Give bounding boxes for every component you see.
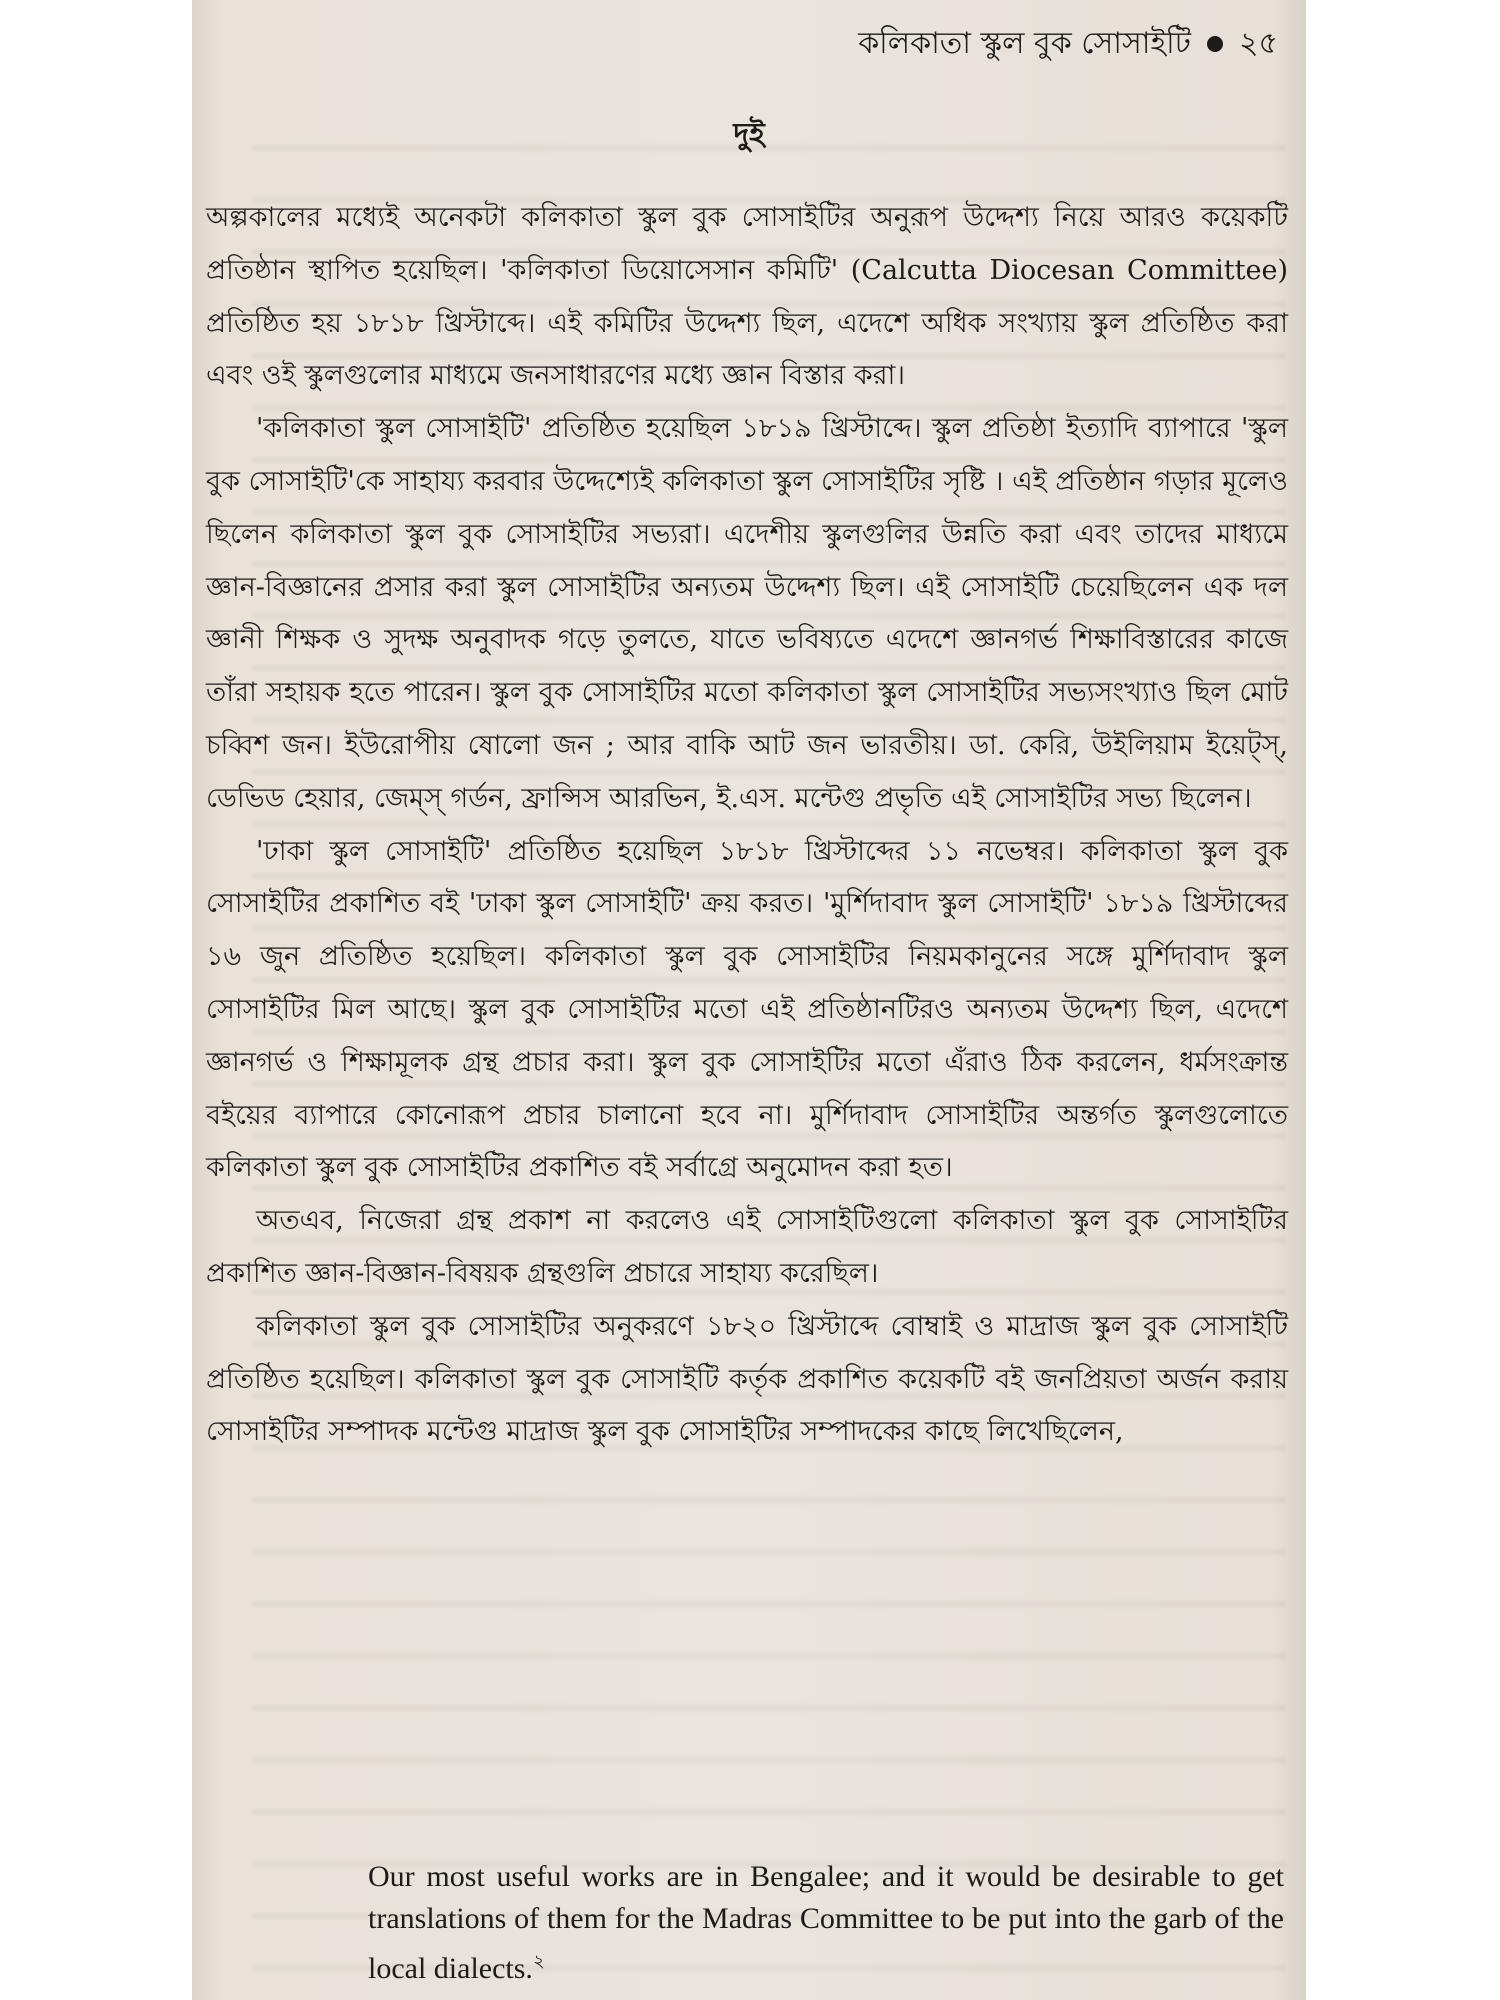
paragraph: কলিকাতা স্কুল বুক সোসাইটির অনুকরণে ১৮২০ খ্রিস্টাব্দে বোম্বাই ও মাদ্রাজ স্কুল বুক সোসাইটি প্রতিষ্ঠিত হয়েছিল। কলিকাতা স্কুল বুক সোসাইটি কর্তৃক প্রকাশিত কয়েকটি বই জনপ্রিয়তা অর্জন করায় সোসাইটির সম্পাদক মন্টেগু মাদ্রাজ স্কুল বুক সোসাইটির সম্পাদকের কাছে লিখেছিলেন,: [206, 1310, 1288, 1448]
block-quote: [368, 1856, 1284, 1990]
paragraph: 'কলিকাতা স্কুল সোসাইটি' প্রতিষ্ঠিত হয়েছিল ১৮১৯ খ্রিস্টাব্দে। স্কুল প্রতিষ্ঠা ইত্যাদি ব্যাপারে 'স্কুল বুক সোসাইটি'কে সাহায্য করবার উদ্দেশ্যেই কলিকাতা স্কুল সোসাইটির সৃষ্টি । এই প্রতিষ্ঠান গড়ার মূলেও ছিলেন কলিকাতা স্কুল বুক সোসাইটির সভ্যরা। এদেশীয় স্কুলগুলির উন্নতি করা এবং তাদের মাধ্যমে জ্ঞান-বিজ্ঞানের প্রসার করা স্কুল সোসাইটির অন্যতম উদ্দেশ্য ছিল। এই সোসাইটি চেয়েছিলেন এক দল জ্ঞানী শিক্ষক ও সুদক্ষ অনুবাদক গড়ে তুলতে, যাতে ভবিষ্যতে এদেশে জ্ঞানগর্ভ শিক্ষাবিস্তারের কাজে তাঁরা সহায়ক হতে পারেন। স্কুল বুক সোসাইটির মতো কলিকাতা স্কুল সোসাইটির সভ্যসংখ্যাও ছিল মোট চব্বিশ জন। ইউরোপীয় ষোলো জন ; আর বাকি আট জন ভারতীয়। ডা. কেরি, উইলিয়াম ইয়েট্স্, ডেভিড হেয়ার, জেম্স্ গর্ডন, ফ্রান্সিস আরভিন, ই.এস. মন্টেগু প্রভৃতি এই সোসাইটির সভ্য ছিলেন।: [206, 413, 1288, 814]
paragraph: অল্পকালের মধ্যেই অনেকটা কলিকাতা স্কুল বুক সোসাইটির অনুরূপ উদ্দেশ্য নিয়ে আরও কয়েকটি প্রতিষ্ঠান স্থাপিত হয়েছিল। 'কলিকাতা ডিয়োসেসান কমিটি' (Calcutta Diocesan Committee) প্রতিষ্ঠিত হয় ১৮১৮ খ্রিস্টাব্দে। এই কমিটির উদ্দেশ্য ছিল, এদেশে অধিক সংখ্যায় স্কুল প্রতিষ্ঠিত করা এবং ওই স্কুলগুলোর মাধ্যমে জনসাধারণের মধ্যে জ্ঞান বিস্তার করা।: [206, 202, 1288, 392]
bullet-dot-icon: [1207, 36, 1223, 52]
paragraph: অতএব, নিজেরা গ্রন্থ প্রকাশ না করলেও এই সোসাইটিগুলো কলিকাতা স্কুল বুক সোসাইটির প্রকাশিত জ্ঞান-বিজ্ঞান-বিষয়ক গ্রন্থগুলি প্রচারে সাহায্য করেছিল।: [206, 1205, 1288, 1289]
page-number: ২৫: [1239, 25, 1278, 61]
running-header: [858, 22, 1278, 66]
quote-text: Our most useful works are in Bengalee; and it would be desirable to get translations of them for the Madras Committee to be put into the garb of the local dialects.: [368, 1860, 1284, 1985]
section-heading: দুই: [733, 117, 765, 152]
paragraph: 'ঢাকা স্কুল সোসাইটি' প্রতিষ্ঠিত হয়েছিল ১৮১৮ খ্রিস্টাব্দের ১১ নভেম্বর। কলিকাতা স্কুল বুক সোসাইটির প্রকাশিত বই 'ঢাকা স্কুল সোসাইটি' ক্রয় করত। 'মুর্শিদাবাদ স্কুল সোসাইটি' ১৮১৯ খ্রিস্টাব্দের ১৬ জুন প্রতিষ্ঠিত হয়েছিল। কলিকাতা স্কুল বুক সোসাইটির নিয়মকানুনের সঙ্গে মুর্শিদাবাদ স্কুল সোসাইটির মিল আছে। স্কুল বুক সোসাইটির মতো এই প্রতিষ্ঠানটিরও অন্যতম উদ্দেশ্য ছিল, এদেশে জ্ঞানগর্ভ ও শিক্ষামূলক গ্রন্থ প্রচার করা। স্কুল বুক সোসাইটির মতো এঁরাও ঠিক করলেন, ধর্মসংক্রান্ত বইয়ের ব্যাপারে কোনোরূপ প্রচার চালানো হবে না। মুর্শিদাবাদ সোসাইটির অন্তর্গত স্কুলগুলোতে কলিকাতা স্কুল বুক সোসাইটির প্রকাশিত বই সর্বাগ্রে অনুমোদন করা হত।: [206, 835, 1288, 1184]
body-text: [206, 192, 1288, 1459]
footnote-marker: ২: [532, 1951, 545, 1971]
running-title: কলিকাতা স্কুল বুক সোসাইটি: [858, 25, 1192, 61]
book-page: [192, 0, 1306, 2000]
